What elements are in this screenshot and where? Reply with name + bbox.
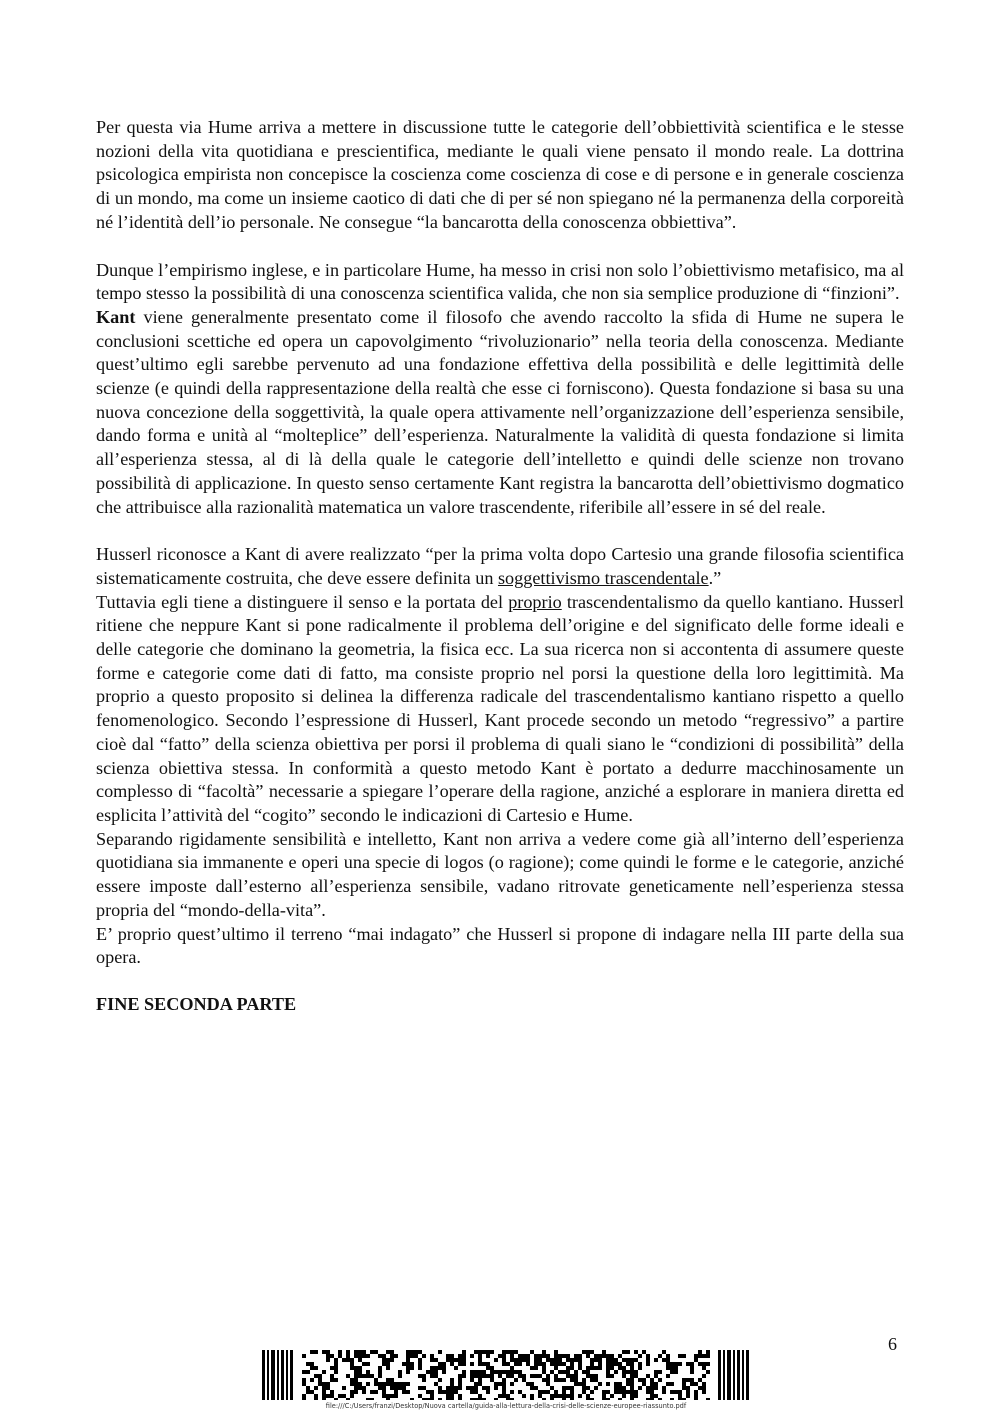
paragraph-lifeworld: E’ proprio quest’ultimo il terreno “mai indagato” che Husserl si propone di indagare nella III parte della sua opera. <box>96 923 904 968</box>
paragraph-husserl-recognition <box>96 543 904 590</box>
distinction-text-before: Tuttavia egli tiene a distinguere il senso e la portata del <box>96 591 509 612</box>
underlined-transcendental-subjectivism: soggettivismo trascendentale <box>497 567 709 588</box>
section-ending-heading: FINE SECONDA PARTE <box>96 993 297 1014</box>
file-path-label: file:///C:/Users/franzi/Desktop/Nuova cartella/guida-alla-lettura-della-crisi-delle-scienze-europee-riassunto.pdf <box>325 1402 687 1410</box>
distinction-text-after: trascendentalismo da quello kantiano. Husserl ritiene che neppure Kant si pone radicalmente il problema dell’origine e del significato delle forme ideali e delle categorie che dominano la geometria, la fisica ecc. La sua ricerca non si accontenta di assumere queste forme e categorie come dati di fatto, ma consiste proprio nel porsi la questione della loro legittimità. Ma proprio a questo proposito si delinea la differenza radicale del trascendentalismo kantiano rispetto a quello fenomenologico. Secondo l’espressione di Husserl, Kant procede secondo un metodo “regressivo” a partire cioè dal “fatto” della scienza obiettiva per porsi il problema di quali siano le “condizioni di possibilità” della scienza obiettiva stessa. In conformità a questo metodo Kant è portato a dedurre macchinosamente un complesso di “facoltà” necessarie a spiegare l’operare della ragione, anziché a esplorare in maniera diretta ed esplicita l’attività del “cogito” secondo le indicazioni di Cartesio e Hume. <box>96 591 904 825</box>
document-body <box>96 116 904 1015</box>
paragraph-hume-categories: Per questa via Hume arriva a mettere in discussione tutte le categorie dell’obbiettività scientifica e le stesse nozioni della vita quotidiana e prescientifica, mediante le quali viene pensato il mondo reale. La dottrina psicologica empirista non concepisce la coscienza come coscienza di cose e di persone e in generale coscienza di un mondo, ma come un insieme caotico di dati che di per sé non spiegano né la permanenza della corporeità né l’identità dell’io personale. Ne consegue “la bancarotta della conoscenza obbiettiva”. <box>96 117 904 232</box>
paragraph-sensibility-intellect: Separando rigidamente sensibilità e intelletto, Kant non arriva a vedere come già all’interno dell’esperienza quotidiana sia immanente e operi una specie di logos (o ragione); come quindi le forme e le categorie, anziché essere imposte dall’esterno all’esperienza sensibile, vadano ritrovate geneticamente nell’esperienza stessa propria del “mondo-della-vita”. <box>96 828 904 920</box>
paragraph-gap <box>96 235 904 259</box>
barcode-image <box>262 1350 750 1400</box>
underlined-proprio: proprio <box>508 591 562 612</box>
husserl-text-after: .” <box>708 567 722 588</box>
paragraph-gap <box>96 519 904 543</box>
paragraph-english-empiricism: Dunque l’empirismo inglese, e in particolare Hume, ha messo in crisi non solo l’obiettivismo metafisico, ma al tempo stesso la possibilità di una conoscenza scientifica valida, che non sia semplice produzione di “finzioni”. <box>96 259 904 304</box>
page-number: 6 <box>888 1334 897 1354</box>
paragraph-kant <box>96 306 904 519</box>
husserl-text-before: Husserl riconosce a Kant di avere realizzato “per la prima volta dopo Cartesio una grande filosofia scientifica sistematicamente costruita, che deve essere definita un <box>96 544 904 588</box>
kant-paragraph-text: viene generalmente presentato come il filosofo che avendo raccolto la sfida di Hume ne supera le conclusioni scettiche ed opera un capovolgimento “rivoluzionario” nella teoria della conoscenza. Mediante quest’ultimo egli sarebbe pervenuto ad una fondazione effettiva della possibilità e delle legittimità delle scienze (e quindi della rappresentazione della realtà che esse ci forniscono). Questa fondazione si basa su una nuova concezione della soggettività, la quale opera attivamente nell’organizzazione dell’esperienza sensibile, dando forma e unità al “molteplice” dell’esperienza. Naturalmente la validità di questa fondazione si limita all’esperienza stessa, al di là della quale le categorie dell’intelletto e quindi delle scienze non trovano possibilità di applicazione. In questo senso certamente Kant registra la bancarotta dell’obiettivismo dogmatico che attribuisce alla razionalità matematica un valore trascendente, riferibile all’essere in sé del reale. <box>96 306 904 517</box>
paragraph-husserl-distinction <box>96 591 904 828</box>
kant-bold-label: Kant <box>96 306 136 327</box>
